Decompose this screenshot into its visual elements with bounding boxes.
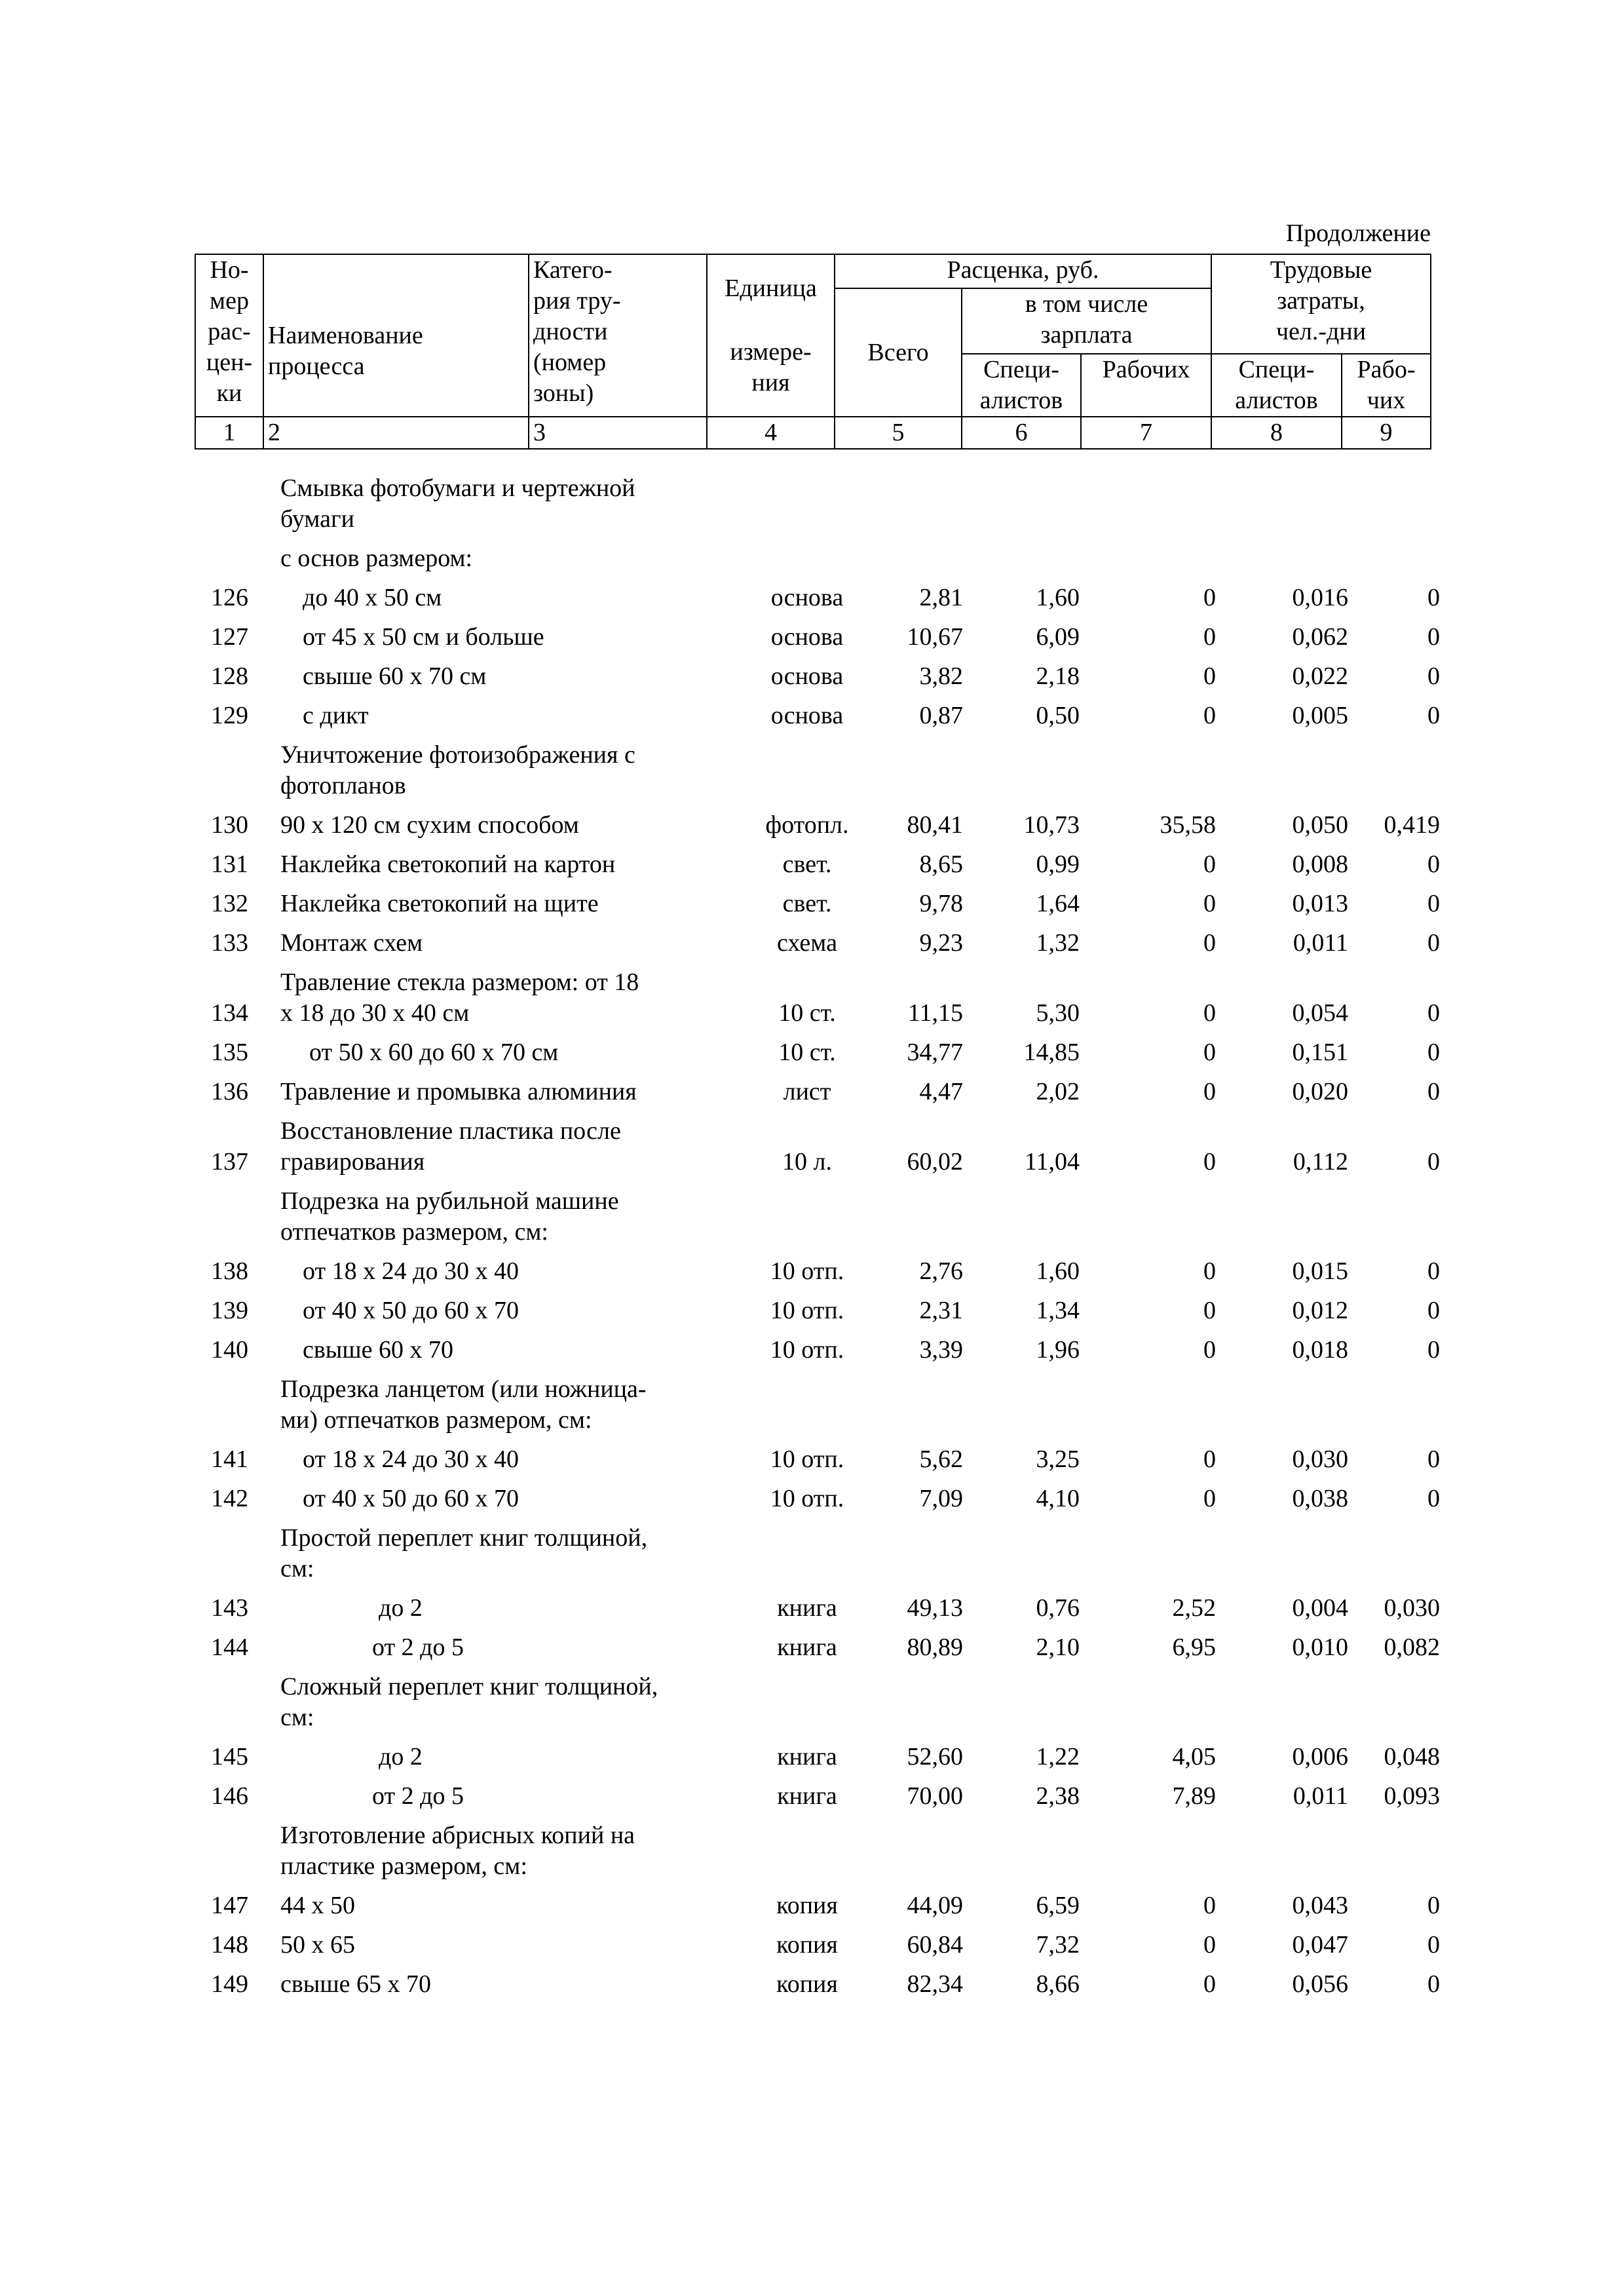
labor-specialists: 0,054 bbox=[1292, 999, 1348, 1027]
rate-number: 141 bbox=[211, 1445, 248, 1473]
header-price-group: Расценка, руб. bbox=[835, 254, 1211, 288]
labor-workers: 0 bbox=[1427, 1078, 1440, 1105]
process-name: с основ размером: bbox=[280, 545, 473, 572]
price-total: 80,89 bbox=[907, 1634, 963, 1661]
unit: свет. bbox=[782, 851, 832, 878]
salary-workers: 0 bbox=[1203, 623, 1216, 651]
process-name: Монтаж схем bbox=[280, 929, 423, 957]
unit: лист bbox=[783, 1078, 831, 1105]
rate-number: 139 bbox=[211, 1297, 248, 1324]
salary-workers: 35,58 bbox=[1160, 811, 1216, 839]
header-process-name: Наименование процесса bbox=[263, 254, 529, 417]
rate-number: 126 bbox=[211, 584, 248, 611]
process-name: свыше 60 х 70 см bbox=[303, 662, 487, 690]
price-total: 70,00 bbox=[907, 1782, 963, 1810]
salary-workers: 0 bbox=[1203, 1970, 1216, 1998]
process-name: Восстановление пластика после гравирования bbox=[280, 1117, 621, 1176]
salary-specialists: 6,09 bbox=[1036, 623, 1080, 651]
column-number: 6 bbox=[962, 417, 1081, 449]
salary-specialists: 8,66 bbox=[1036, 1970, 1080, 1998]
salary-workers: 0 bbox=[1203, 851, 1216, 878]
price-total: 8,65 bbox=[919, 851, 963, 878]
header-rate-number: Но- мер рас- цен- ки bbox=[195, 254, 263, 417]
rate-number: 149 bbox=[211, 1970, 248, 1998]
process-name: до 2 bbox=[379, 1743, 423, 1770]
labor-specialists: 0,006 bbox=[1292, 1743, 1348, 1770]
process-name: с дикт bbox=[303, 702, 369, 729]
price-total: 60,02 bbox=[907, 1148, 963, 1176]
process-name: Простой переплет книг толщиной, см: bbox=[280, 1524, 648, 1582]
salary-workers: 0 bbox=[1203, 1931, 1216, 1959]
salary-workers: 0 bbox=[1203, 1039, 1216, 1066]
process-name: свыше 60 х 70 bbox=[303, 1336, 453, 1364]
header-difficulty-category: Катего- рия тру- дности (номер зоны) bbox=[529, 254, 707, 417]
labor-workers: 0 bbox=[1427, 702, 1440, 729]
salary-specialists: 5,30 bbox=[1036, 999, 1080, 1027]
labor-workers: 0 bbox=[1427, 851, 1440, 878]
rate-number: 134 bbox=[211, 999, 248, 1027]
labor-specialists: 0,005 bbox=[1292, 702, 1348, 729]
labor-workers: 0 bbox=[1427, 1970, 1440, 1998]
process-name: Уничтожение фотоизображения с фотопланов bbox=[280, 741, 635, 799]
labor-workers: 0,048 bbox=[1384, 1743, 1440, 1770]
salary-workers: 0 bbox=[1203, 702, 1216, 729]
salary-workers: 0 bbox=[1203, 929, 1216, 957]
header-total: Всего bbox=[835, 288, 962, 417]
price-total: 82,34 bbox=[907, 1970, 963, 1998]
unit: 10 отп. bbox=[770, 1297, 844, 1324]
price-total: 3,39 bbox=[919, 1336, 963, 1364]
column-number: 2 bbox=[263, 417, 529, 449]
salary-workers: 0 bbox=[1203, 1078, 1216, 1105]
process-name: 90 х 120 см сухим способом bbox=[280, 811, 579, 839]
labor-specialists: 0,013 bbox=[1292, 890, 1348, 917]
salary-specialists: 2,02 bbox=[1036, 1078, 1080, 1105]
price-total: 10,67 bbox=[907, 623, 963, 651]
labor-specialists: 0,043 bbox=[1292, 1892, 1348, 1919]
unit: 10 л. bbox=[782, 1148, 832, 1176]
salary-specialists: 1,34 bbox=[1036, 1297, 1080, 1324]
process-name: от 2 до 5 bbox=[372, 1634, 464, 1661]
price-total: 2,76 bbox=[919, 1257, 963, 1285]
process-name: свыше 65 х 70 bbox=[280, 1970, 431, 1998]
labor-specialists: 0,022 bbox=[1292, 662, 1348, 690]
salary-specialists: 2,10 bbox=[1036, 1634, 1080, 1661]
labor-workers: 0 bbox=[1427, 1931, 1440, 1959]
labor-specialists: 0,112 bbox=[1293, 1148, 1348, 1176]
price-total: 60,84 bbox=[907, 1931, 963, 1959]
header-column-numbers bbox=[195, 417, 1431, 449]
process-name: от 18 х 24 до 30 х 40 bbox=[303, 1257, 519, 1285]
salary-workers: 0 bbox=[1203, 1485, 1216, 1512]
labor-specialists: 0,047 bbox=[1292, 1931, 1348, 1959]
price-total: 9,23 bbox=[919, 929, 963, 957]
salary-workers: 0 bbox=[1203, 1257, 1216, 1285]
unit: схема bbox=[777, 929, 837, 957]
salary-workers: 0 bbox=[1203, 1336, 1216, 1364]
unit: фотопл. bbox=[765, 811, 849, 839]
unit: основа bbox=[770, 623, 844, 651]
continuation-label: Продолжение bbox=[1285, 220, 1431, 247]
salary-workers: 0 bbox=[1203, 662, 1216, 690]
header-labor-specialists: Специ- алистов bbox=[1211, 354, 1342, 417]
process-name: Изготовление абрисных копий на пластике размером, см: bbox=[280, 1822, 635, 1880]
labor-specialists: 0,038 bbox=[1292, 1485, 1348, 1512]
header-unit-line2: измере- ния bbox=[730, 337, 812, 396]
salary-specialists: 1,22 bbox=[1036, 1743, 1080, 1770]
salary-specialists: 1,96 bbox=[1036, 1336, 1080, 1364]
salary-specialists: 0,76 bbox=[1036, 1594, 1080, 1622]
salary-specialists: 2,38 bbox=[1036, 1782, 1080, 1810]
header-labor-group: Трудовые затраты, чел.-дни bbox=[1211, 254, 1431, 354]
rate-number: 147 bbox=[211, 1892, 248, 1919]
salary-specialists: 0,99 bbox=[1036, 851, 1080, 878]
salary-specialists: 7,32 bbox=[1036, 1931, 1080, 1959]
unit: 10 ст. bbox=[778, 1039, 836, 1066]
rate-number: 137 bbox=[211, 1148, 248, 1176]
rate-number: 143 bbox=[211, 1594, 248, 1622]
process-name: от 40 х 50 до 60 х 70 bbox=[303, 1485, 519, 1512]
labor-specialists: 0,056 bbox=[1292, 1970, 1348, 1998]
price-total: 0,87 bbox=[919, 702, 963, 729]
rate-number: 136 bbox=[211, 1078, 248, 1105]
rate-number: 148 bbox=[211, 1931, 248, 1959]
salary-workers: 0 bbox=[1203, 1445, 1216, 1473]
table-header bbox=[195, 254, 1431, 450]
unit: книга bbox=[777, 1634, 837, 1661]
column-number: 3 bbox=[529, 417, 707, 449]
process-name: от 2 до 5 bbox=[372, 1782, 464, 1810]
labor-specialists: 0,015 bbox=[1292, 1257, 1348, 1285]
labor-specialists: 0,011 bbox=[1293, 1782, 1348, 1810]
price-total: 52,60 bbox=[907, 1743, 963, 1770]
labor-workers: 0 bbox=[1427, 623, 1440, 651]
labor-workers: 0 bbox=[1427, 890, 1440, 917]
rate-number: 127 bbox=[211, 623, 248, 651]
price-total: 80,41 bbox=[907, 811, 963, 839]
labor-specialists: 0,030 bbox=[1292, 1445, 1348, 1473]
process-name: от 40 х 50 до 60 х 70 bbox=[303, 1297, 519, 1324]
unit: 10 отп. bbox=[770, 1257, 844, 1285]
process-name: Подрезка на рубильной машине отпечатков размером, см: bbox=[280, 1187, 619, 1246]
labor-specialists: 0,011 bbox=[1293, 929, 1348, 957]
labor-workers: 0 bbox=[1427, 1485, 1440, 1512]
process-name: Наклейка светокопий на картон bbox=[280, 851, 616, 878]
price-total: 2,81 bbox=[919, 584, 963, 611]
process-name: 44 х 50 bbox=[280, 1892, 355, 1919]
unit: 10 отп. bbox=[770, 1445, 844, 1473]
labor-specialists: 0,010 bbox=[1292, 1634, 1348, 1661]
process-name: 50 х 65 bbox=[280, 1931, 355, 1959]
process-name: от 50 х 60 до 60 х 70 см bbox=[309, 1039, 559, 1066]
header-salary-workers: Рабочих bbox=[1081, 354, 1211, 417]
salary-specialists: 1,32 bbox=[1036, 929, 1080, 957]
unit: книга bbox=[777, 1782, 837, 1810]
salary-workers: 0 bbox=[1203, 999, 1216, 1027]
unit: 10 отп. bbox=[770, 1485, 844, 1512]
salary-workers: 0 bbox=[1203, 1297, 1216, 1324]
labor-specialists: 0,062 bbox=[1292, 623, 1348, 651]
unit: копия bbox=[776, 1970, 838, 1998]
unit: копия bbox=[776, 1892, 838, 1919]
labor-workers: 0,419 bbox=[1384, 811, 1440, 839]
price-total: 49,13 bbox=[907, 1594, 963, 1622]
labor-workers: 0 bbox=[1427, 999, 1440, 1027]
salary-workers: 0 bbox=[1203, 1892, 1216, 1919]
labor-workers: 0 bbox=[1427, 1257, 1440, 1285]
salary-specialists: 1,60 bbox=[1036, 1257, 1080, 1285]
salary-specialists: 4,10 bbox=[1036, 1485, 1080, 1512]
process-name: Смывка фотобумаги и чертежной бумаги bbox=[280, 474, 635, 533]
price-total: 2,31 bbox=[919, 1297, 963, 1324]
column-number: 7 bbox=[1081, 417, 1211, 449]
rate-number: 145 bbox=[211, 1743, 248, 1770]
rate-number: 133 bbox=[211, 929, 248, 957]
column-number: 9 bbox=[1342, 417, 1431, 449]
unit: свет. bbox=[782, 890, 832, 917]
column-number: 4 bbox=[707, 417, 835, 449]
salary-specialists: 3,25 bbox=[1036, 1445, 1080, 1473]
process-name: от 18 х 24 до 30 х 40 bbox=[303, 1445, 519, 1473]
header-incl-salary: в том числе зарплата bbox=[962, 288, 1211, 354]
rate-number: 128 bbox=[211, 662, 248, 690]
labor-workers: 0,082 bbox=[1384, 1634, 1440, 1661]
salary-specialists: 11,04 bbox=[1024, 1148, 1080, 1176]
salary-specialists: 2,18 bbox=[1036, 662, 1080, 690]
unit: основа bbox=[770, 584, 844, 611]
rate-number: 144 bbox=[211, 1634, 248, 1661]
process-name: до 2 bbox=[379, 1594, 423, 1622]
salary-specialists: 14,85 bbox=[1023, 1039, 1080, 1066]
process-name: до 40 х 50 см bbox=[303, 584, 442, 611]
column-number: 1 bbox=[195, 417, 263, 449]
salary-specialists: 1,64 bbox=[1036, 890, 1080, 917]
labor-specialists: 0,151 bbox=[1292, 1039, 1348, 1066]
price-total: 44,09 bbox=[907, 1892, 963, 1919]
price-total: 9,78 bbox=[919, 890, 963, 917]
unit: основа bbox=[770, 702, 844, 729]
salary-workers: 0 bbox=[1203, 1148, 1216, 1176]
labor-specialists: 0,050 bbox=[1292, 811, 1348, 839]
salary-workers: 4,05 bbox=[1172, 1743, 1216, 1770]
unit: книга bbox=[777, 1743, 837, 1770]
process-name: Травление стекла размером: от 18 х 18 до 30 х 40 см bbox=[280, 968, 639, 1027]
price-total: 7,09 bbox=[919, 1485, 963, 1512]
labor-specialists: 0,012 bbox=[1292, 1297, 1348, 1324]
labor-workers: 0 bbox=[1427, 584, 1440, 611]
salary-workers: 0 bbox=[1203, 584, 1216, 611]
header-labor-workers: Рабо- чих bbox=[1342, 354, 1431, 417]
rate-number: 129 bbox=[211, 702, 248, 729]
labor-workers: 0 bbox=[1427, 1297, 1440, 1324]
price-total: 3,82 bbox=[919, 662, 963, 690]
process-name: Травление и промывка алюминия bbox=[280, 1078, 637, 1105]
rate-number: 135 bbox=[211, 1039, 248, 1066]
labor-workers: 0 bbox=[1427, 662, 1440, 690]
labor-workers: 0,093 bbox=[1384, 1782, 1440, 1810]
labor-workers: 0 bbox=[1427, 1892, 1440, 1919]
labor-specialists: 0,008 bbox=[1292, 851, 1348, 878]
header-salary-specialists: Специ- алистов bbox=[962, 354, 1081, 417]
rate-number: 132 bbox=[211, 890, 248, 917]
header-unit-line1: Единица bbox=[725, 274, 817, 302]
column-number: 5 bbox=[835, 417, 962, 449]
rate-number: 140 bbox=[211, 1336, 248, 1364]
unit: 10 отп. bbox=[770, 1336, 844, 1364]
labor-specialists: 0,018 bbox=[1292, 1336, 1348, 1364]
process-name: Сложный переплет книг толщиной, см: bbox=[280, 1673, 658, 1731]
price-total: 11,15 bbox=[907, 999, 963, 1027]
unit: 10 ст. bbox=[778, 999, 836, 1027]
unit: книга bbox=[777, 1594, 837, 1622]
labor-workers: 0 bbox=[1427, 1445, 1440, 1473]
labor-workers: 0 bbox=[1427, 1039, 1440, 1066]
rate-number: 130 bbox=[211, 811, 248, 839]
price-total: 5,62 bbox=[919, 1445, 963, 1473]
price-total: 34,77 bbox=[907, 1039, 963, 1066]
salary-specialists: 1,60 bbox=[1036, 584, 1080, 611]
salary-specialists: 10,73 bbox=[1023, 811, 1080, 839]
labor-workers: 0 bbox=[1427, 929, 1440, 957]
unit: основа bbox=[770, 662, 844, 690]
salary-specialists: 0,50 bbox=[1036, 702, 1080, 729]
process-name: Подрезка ланцетом (или ножница- ми) отпечатков размером, см: bbox=[280, 1375, 647, 1434]
labor-workers: 0 bbox=[1427, 1148, 1440, 1176]
rate-number: 146 bbox=[211, 1782, 248, 1810]
labor-specialists: 0,016 bbox=[1292, 584, 1348, 611]
salary-workers: 2,52 bbox=[1172, 1594, 1216, 1622]
salary-workers: 6,95 bbox=[1172, 1634, 1216, 1661]
labor-workers: 0,030 bbox=[1384, 1594, 1440, 1622]
labor-workers: 0 bbox=[1427, 1336, 1440, 1364]
process-name: от 45 х 50 см и больше bbox=[303, 623, 544, 651]
rate-number: 131 bbox=[211, 851, 248, 878]
header-unit bbox=[707, 254, 835, 417]
rate-number: 138 bbox=[211, 1257, 248, 1285]
salary-specialists: 6,59 bbox=[1036, 1892, 1080, 1919]
price-total: 4,47 bbox=[919, 1078, 963, 1105]
salary-workers: 0 bbox=[1203, 890, 1216, 917]
labor-specialists: 0,020 bbox=[1292, 1078, 1348, 1105]
labor-specialists: 0,004 bbox=[1292, 1594, 1348, 1622]
salary-workers: 7,89 bbox=[1172, 1782, 1216, 1810]
process-name: Наклейка светокопий на щите bbox=[280, 890, 599, 917]
column-number: 8 bbox=[1211, 417, 1342, 449]
unit: копия bbox=[776, 1931, 838, 1959]
rate-number: 142 bbox=[211, 1485, 248, 1512]
